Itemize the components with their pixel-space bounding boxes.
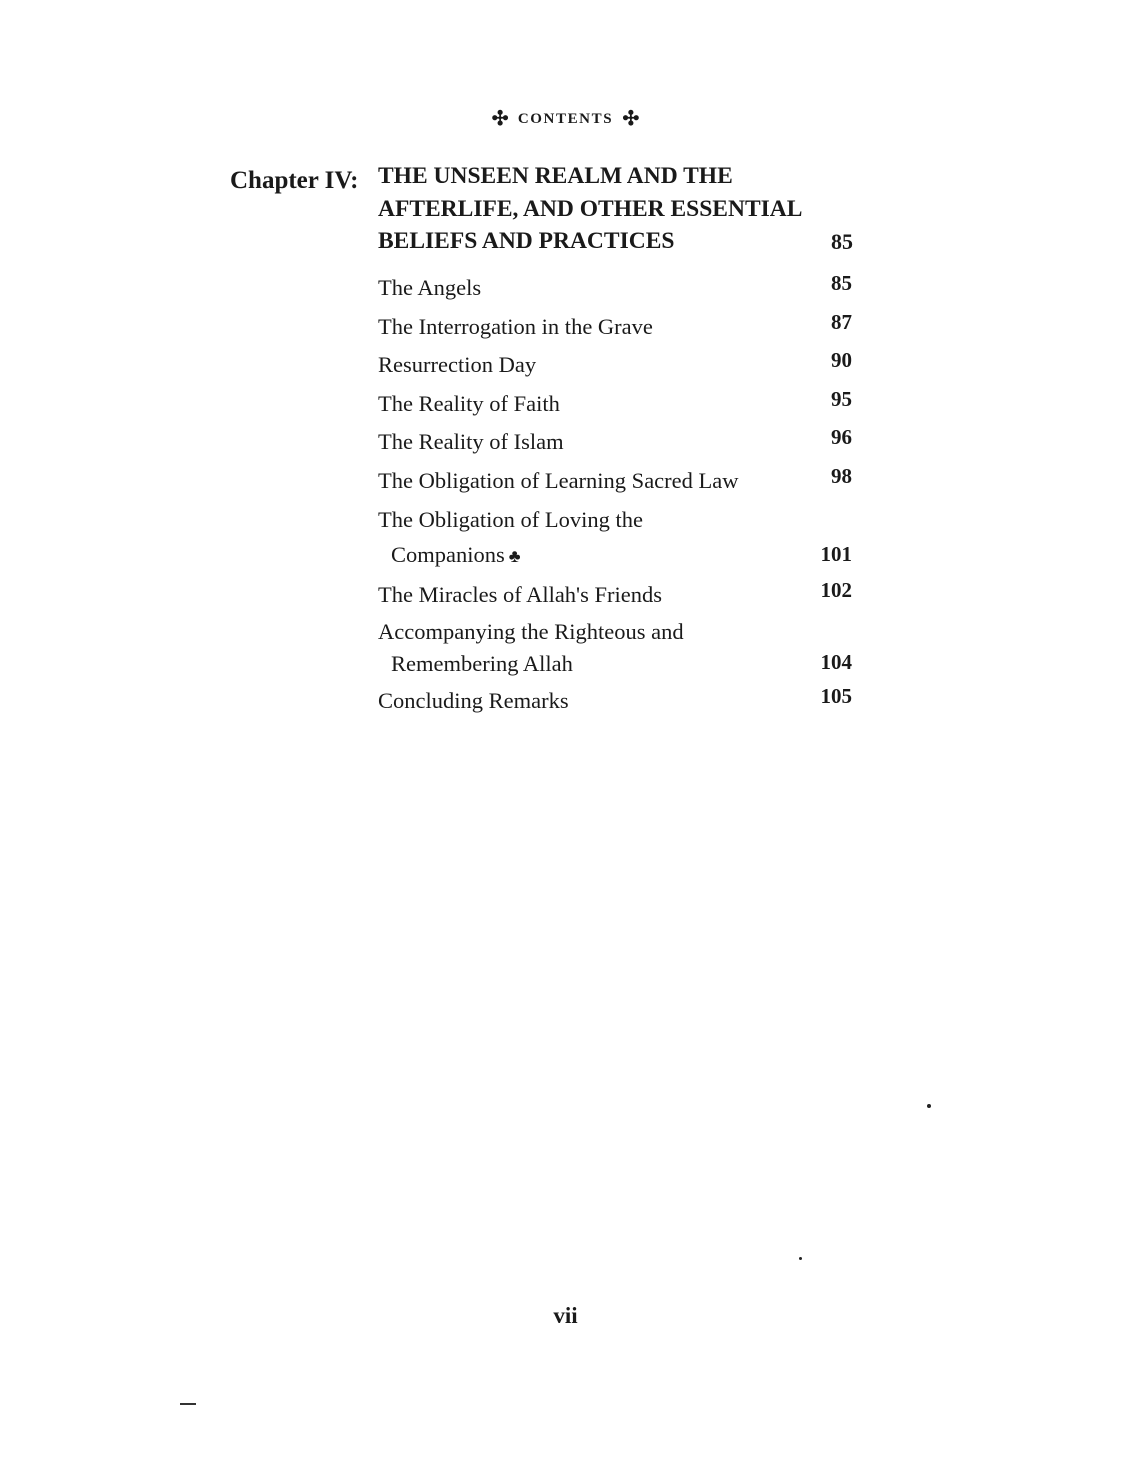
toc-entry-title: Accompanying the Righteous and [378, 618, 684, 644]
toc-entry-page: 102 [820, 578, 852, 603]
toc-entry-page: 98 [831, 463, 852, 488]
running-header [0, 106, 1131, 131]
toc-entry-page: 96 [831, 425, 852, 450]
toc-entry-page: 105 [820, 684, 852, 709]
toc-entry-title: Concluding Remarks [378, 688, 569, 714]
toc-entries [378, 270, 852, 722]
toc-entry-title-continued [378, 537, 852, 574]
toc-entry-page: 101 [820, 541, 852, 566]
chapter-label: Chapter IV: [230, 167, 359, 194]
honorific-icon: ♣ [508, 545, 521, 566]
toc-entry-page: 104 [820, 649, 852, 674]
toc-entry[interactable] [378, 347, 852, 382]
toc-entry[interactable] [378, 309, 852, 344]
toc-entry-title: The Obligation of Learning Sacred Law [378, 467, 739, 493]
header-label: CONTENTS [517, 111, 614, 127]
toc-entry[interactable] [378, 502, 852, 574]
toc-entry[interactable] [378, 577, 852, 612]
toc-entry[interactable] [378, 616, 852, 680]
toc-entry[interactable] [378, 386, 852, 421]
scan-speck [799, 1257, 802, 1260]
chapter-title-line: THE UNSEEN REALM AND THE [378, 163, 733, 189]
chapter-title-line: AFTERLIFE, AND OTHER ESSENTIAL [378, 195, 803, 222]
chapter-title-line: BELIEFS AND PRACTICES [378, 228, 675, 254]
toc-entry-title-text: Companions [391, 541, 505, 567]
chapter-page-number: 85 [831, 229, 853, 254]
ornament-right-icon: ✣ [622, 108, 640, 130]
toc-entry-title: The Reality of Islam [378, 429, 564, 455]
scan-mark [180, 1403, 196, 1405]
toc-entry-title: The Obligation of Loving the [378, 506, 643, 532]
toc-entry-title: The Interrogation in the Grave [378, 313, 653, 339]
toc-entry-title: The Miracles of Allah's Friends [378, 582, 662, 608]
toc-entry-title-continued: Remembering Allah [391, 650, 573, 676]
toc-entry[interactable] [378, 270, 852, 305]
toc-entry-page: 95 [831, 386, 852, 411]
toc-entry[interactable] [378, 424, 852, 459]
toc-entry-page: 87 [831, 309, 852, 334]
page-folio: vii [553, 1303, 578, 1328]
toc-entry-title: Resurrection Day [378, 352, 537, 378]
toc-entry-title: The Angels [378, 275, 482, 300]
toc-entry-page: 85 [831, 271, 852, 295]
chapter-title [378, 160, 818, 258]
scan-speck [927, 1104, 931, 1108]
toc-entry[interactable] [378, 463, 852, 498]
toc-entry-page: 90 [831, 348, 852, 373]
ornament-left-icon: ✣ [491, 108, 509, 130]
toc-entry-title: The Reality of Faith [378, 390, 560, 416]
toc-entry[interactable] [378, 683, 852, 718]
